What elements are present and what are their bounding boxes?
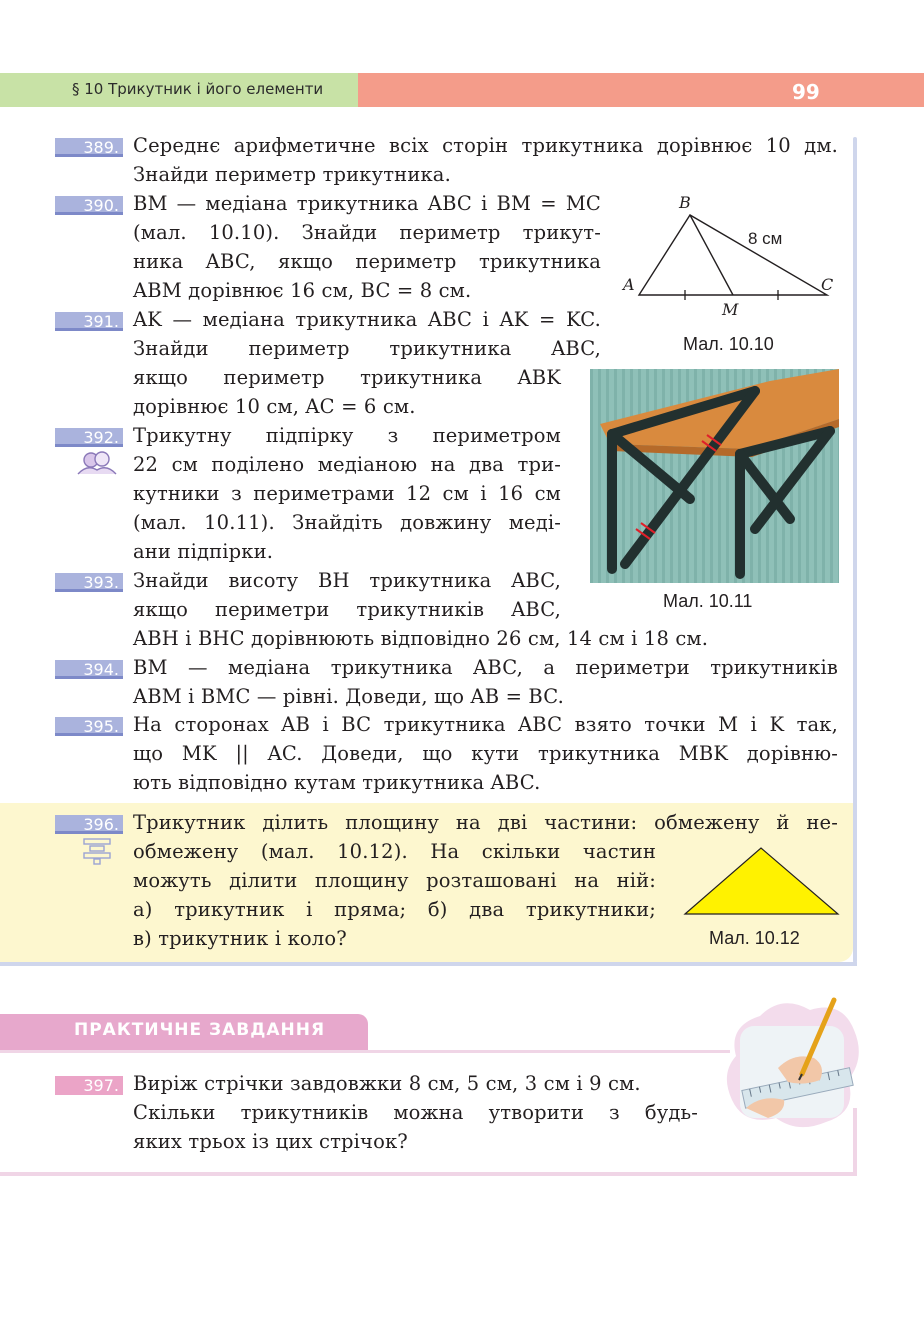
practical-frame-bottom	[0, 1172, 857, 1176]
problem-text: яких трьох із цих стрічок?	[133, 1130, 408, 1153]
problem-text: ABM дорівнює 16 см, BC = 8 см.	[133, 279, 472, 302]
problem-text: Скільки трикутників можна утворити з будь-	[133, 1101, 698, 1124]
problem-text: (мал. 10.10). Знайди периметр трикут-	[133, 221, 601, 244]
problem-text: Знайди периметр трикутника ABC,	[133, 337, 601, 360]
problem-text: в) трикутник і коло?	[133, 927, 347, 950]
problem-text: ани підпірки.	[133, 540, 274, 563]
problem-text: BM — медіана трикутника ABC і BM = MC	[133, 192, 601, 215]
figure-10-11-support-photo	[590, 369, 839, 583]
figure-caption: Мал. 10.10	[683, 334, 774, 354]
problem-text: ють відповідно кутам трикутника ABC.	[133, 771, 541, 794]
side-bc-length-label: 8 см	[748, 229, 783, 248]
problem-text: Виріж стрічки завдовжки 8 см, 5 см, 3 см і 9 см.	[133, 1072, 641, 1095]
problem-number: 390.	[55, 196, 123, 215]
problem-text: AK — медіана трикутника ABC і AK = KC.	[133, 308, 601, 331]
problem-number: 393.	[55, 573, 123, 592]
problem-text: кутники з периметрами 12 см і 16 см	[133, 482, 561, 505]
problem-text: що MK || AC. Доведи, що кути трикутника MBK дорівню-	[133, 742, 838, 765]
figure-caption: Мал. 10.11	[663, 591, 753, 611]
problem-number: 397.	[55, 1076, 123, 1095]
problem-text: Знайди периметр трикутника.	[133, 163, 451, 186]
page-number: 99	[792, 80, 820, 104]
vertex-a-label: A	[623, 275, 635, 294]
problem-text: якщо периметр трикутника ABK	[133, 366, 561, 389]
problem-text: Середнє арифметичне всіх сторін трикутника дорівнює 10 дм.	[133, 134, 838, 157]
ruler-drawing-icon	[722, 996, 862, 1131]
figure-10-10-triangle	[615, 190, 845, 320]
problem-text: 22 см поділено медіаною на два три-	[133, 453, 561, 476]
problem-text: якщо периметри трикутників ABC,	[133, 598, 561, 621]
problem-text: BM — медіана трикутника ABC, а периметри трикутників	[133, 656, 838, 679]
frame-bottom	[0, 962, 857, 966]
figure-10-12-yellow-triangle	[683, 845, 841, 917]
problem-text: обмежену (мал. 10.12). На скільки частин	[133, 840, 656, 863]
vertex-b-label: B	[679, 193, 691, 212]
problem-text: Трикутник ділить площину на дві частини: обмежену й не-	[133, 811, 838, 834]
vertex-c-label: C	[821, 275, 834, 294]
header-band-right	[352, 73, 924, 107]
frame-right	[853, 137, 857, 963]
puzzle-icon	[80, 836, 114, 866]
problem-number: 394.	[55, 660, 123, 679]
problem-text: а) трикутник і пряма; б) два трикутники;	[133, 898, 656, 921]
point-m-label: M	[722, 300, 739, 319]
problem-text: ABH і BHC дорівнюють відповідно 26 см, 14 см і 18 см.	[133, 627, 709, 650]
group-work-icon	[75, 450, 119, 476]
problem-text: дорівнює 10 см, AC = 6 см.	[133, 395, 416, 418]
figure-caption: Мал. 10.12	[709, 928, 800, 948]
practical-task-title: ПРАКТИЧНЕ ЗАВДАННЯ	[74, 1020, 326, 1040]
problem-text: ника ABC, якщо периметр трикутника	[133, 250, 601, 273]
problem-number: 396.	[55, 815, 123, 834]
problem-text: Знайди висоту BH трикутника ABC,	[133, 569, 561, 592]
problem-number: 392.	[55, 428, 123, 447]
section-title: § 10 Трикутник і його елементи	[72, 80, 324, 98]
practical-frame-top	[0, 1050, 730, 1053]
problem-number: 391.	[55, 312, 123, 331]
problem-text: можуть ділити площину розташовані на ній:	[133, 869, 656, 892]
problem-text: На сторонах AB і BC трикутника ABC взято точки M і K так,	[133, 713, 838, 736]
problem-number: 389.	[55, 138, 123, 157]
problem-text: ABM і BMC — рівні. Доведи, що AB = BC.	[133, 685, 564, 708]
problem-number: 395.	[55, 717, 123, 736]
problem-text: Трикутну підпірку з периметром	[133, 424, 561, 447]
problem-text: (мал. 10.11). Знайдіть довжину меді-	[133, 511, 561, 534]
